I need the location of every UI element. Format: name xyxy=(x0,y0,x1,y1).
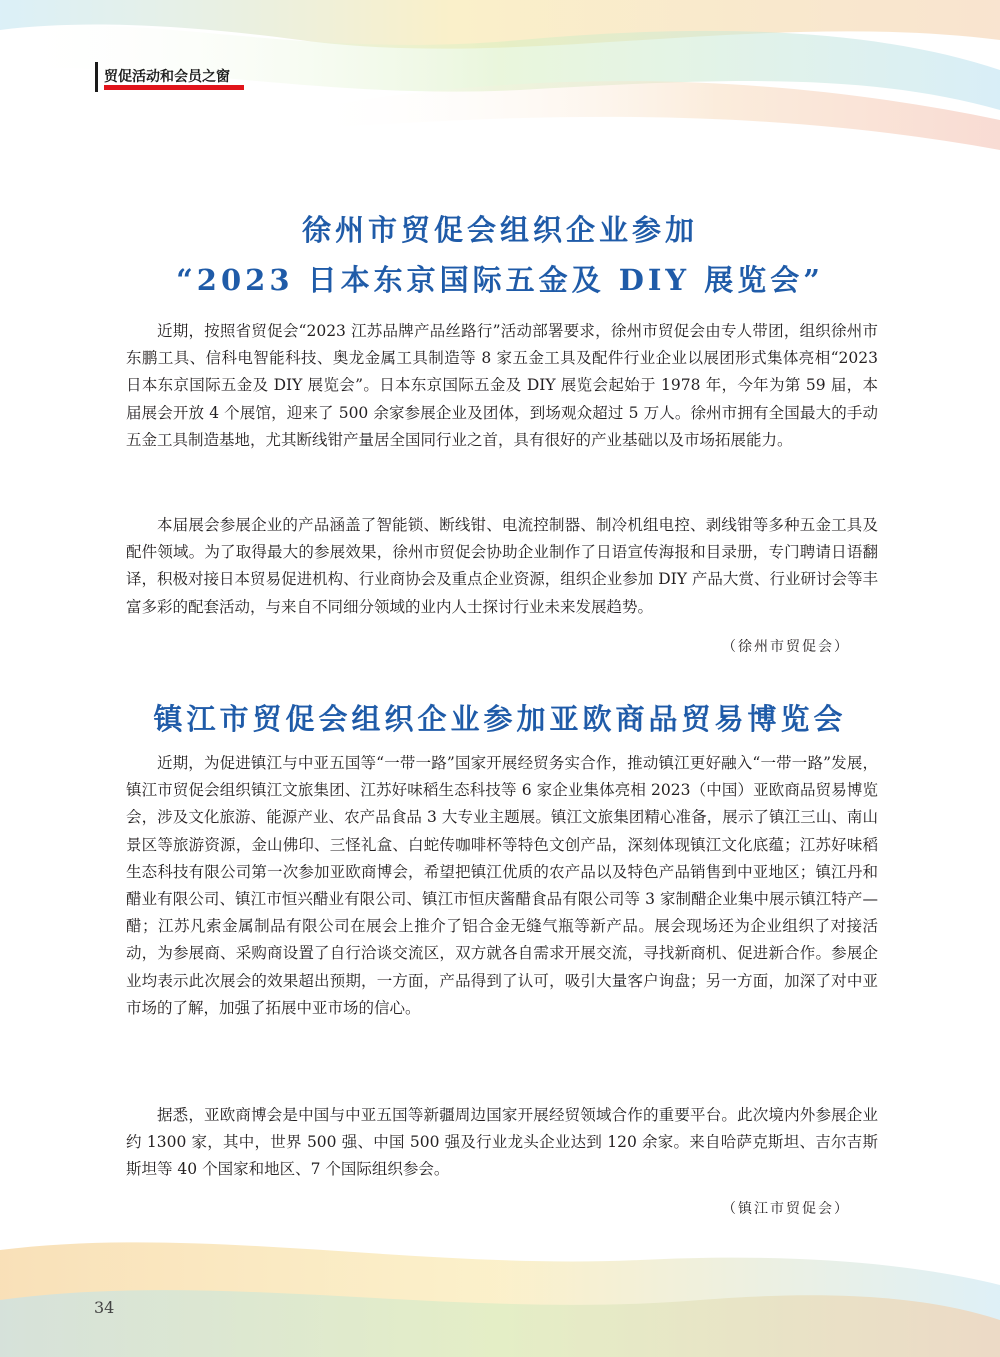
bottom-rainbow-decoration xyxy=(0,1230,1000,1357)
header-accent-bar xyxy=(95,62,98,92)
article1-source: （徐州市贸促会） xyxy=(722,639,850,655)
article1-paragraph: 近期，按照省贸促会“2023 江苏品牌产品丝路行”活动部署要求，徐州市贸促会由专人带团，组织徐州市东鹏工具、信科电智能科技、奥龙金属工具制造等 8 家五金工具及配件行业企业以展团形式集体亮相“2023 日本东京国际五金及 DIY 展览会”。日本东京国际五金及 DIY 展览会起始于 1978 年，今年为第 59 届，本届展会开放 4 个展馆，迎来了 500 余家参展企业及团体，到场观众超过 5 万人。徐州市拥有全国最大的手动五金工具制造基地，尤其断线钳产量居全国同行业之首，具有很好的产业基础以及市场拓展能力。 xyxy=(126,322,878,449)
article2-paragraph: 近期，为促进镇江与中亚五国等“一带一路”国家开展经贸务实合作，推动镇江更好融入“一带一路”发展，镇江市贸促会组织镇江文旅集团、江苏好味稻生态科技等 6 家企业集体亮相 2023（中国）亚欧商品贸易博览会，涉及文化旅游、能源产业、农产品食品 3 大专业主题展。镇江文旅集团精心准备，展示了镇江三山、南山景区等旅游资源，金山佛印、三怪礼盒、白蛇传咖啡杯等特色文创产品，深刻体现镇江文化底蕴；江苏好味稻生态科技有限公司第一次参加亚欧商博会，希望把镇江优质的农产品以及特色产品销售到中亚地区；镇江丹和醋业有限公司、镇江市恒兴醋业有限公司、镇江市恒庆酱醋食品有限公司等 3 家制醋企业集中展示镇江特产—醋；江苏凡索金属制品有限公司在展会上推介了铝合金无缝气瓶等新产品。展会现场还为企业组织了对接活动，为参展商、采购商设置了自行洽谈交流区，双方就各自需求开展交流，寻找新商机、促进新合作。参展企业均表示此次展会的效果超出预期，一方面，产品得到了认可，吸引大量客户询盘；另一方面，加深了对中亚市场的了解，加强了拓展中亚市场的信心。 xyxy=(126,754,878,1017)
article1-title-line2: “2023 日本东京国际五金及 DIY 展览会” xyxy=(176,263,824,297)
article1-paragraph: 本届展会参展企业的产品涵盖了智能锁、断线钳、电流控制器、制冷机组电控、剥线钳等多种五金工具及配件领域。为了取得最大的参展效果，徐州市贸促会协助企业制作了日语宣传海报和目录册，专门聘请日语翻译，积极对接日本贸易促进机构、行业商协会及重点企业资源，组织企业参加 DIY 产品大赏、行业研讨会等丰富多彩的配套活动，与来自不同细分领域的业内人士探讨行业未来发展趋势。 xyxy=(126,516,878,616)
article2-paragraph: 据悉，亚欧商博会是中国与中亚五国等新疆周边国家开展经贸领域合作的重要平台。此次境内外参展企业约 1300 家，其中，世界 500 强、中国 500 强及行业龙头企业达到 120 余家。来自哈萨克斯坦、吉尔吉斯斯坦等 40 个国家和地区、7 个国际组织参会。 xyxy=(126,1106,878,1179)
section-title: 贸促活动和会员之窗 xyxy=(104,69,230,85)
article1-title-line1: 徐州市贸促会组织企业参加 xyxy=(301,213,698,247)
header-red-underline xyxy=(104,85,244,90)
article2-title: 镇江市贸促会组织企业参加亚欧商品贸易博览会 xyxy=(153,702,847,736)
article2-source: （镇江市贸促会） xyxy=(722,1201,850,1217)
page-number: 34 xyxy=(94,1298,115,1317)
